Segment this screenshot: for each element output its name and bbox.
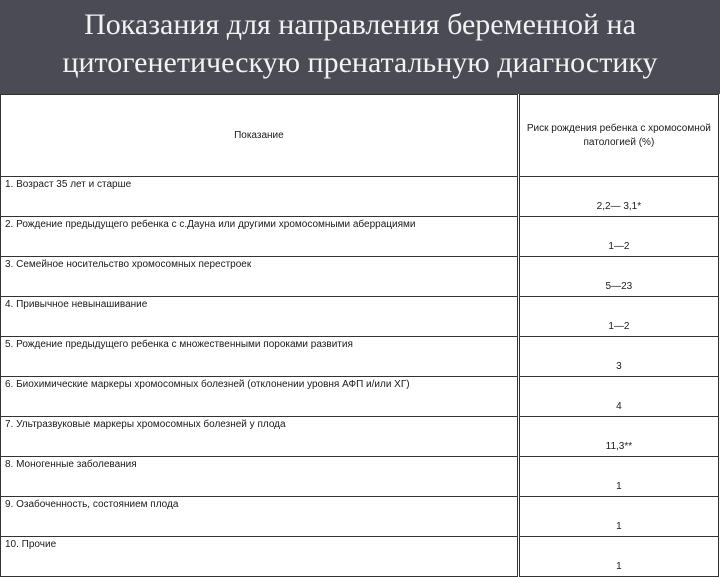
risk-cell: 4 [518,377,718,417]
risk-cell: 1—2 [518,217,718,257]
indication-cell: 6. Биохимические маркеры хромосомных болезней (отклонении уровня АФП и/или ХГ) [1,377,519,417]
risk-cell: 1 [518,537,718,577]
indication-cell: 5. Рождение предыдущего ребенка с множественными пороками развития [1,337,519,377]
table-row [1,497,719,537]
table-row [1,297,719,337]
table-header-row [1,95,719,177]
indication-cell: 10. Прочие [1,537,519,577]
page-title: Показания для направления беременной на цитогенетическую пренатальную диагностику [62,8,658,79]
table-row [1,417,719,457]
risk-cell: 5—23 [518,257,718,297]
indication-cell: 9. Озабоченность, состоянием плода [1,497,519,537]
risk-cell: 3 [518,337,718,377]
table-row [1,177,719,217]
indication-cell: 4. Привычное невынашивание [1,297,519,337]
indication-cell: 1. Возраст 35 лет и старше [1,177,519,217]
risk-cell: 11,3** [518,417,718,457]
risk-cell: 2,2— 3,1* [518,177,718,217]
table-row [1,337,719,377]
risk-cell: 1 [518,457,718,497]
indication-cell: 7. Ультразвуковые маркеры хромосомных болезней у плода [1,417,519,457]
table-row [1,457,719,497]
table-row [1,377,719,417]
table-row [1,537,719,577]
indication-cell: 2. Рождение предыдущего ребенка с с.Дауна или другими хромосомными аберрациями [1,217,519,257]
header-risk: Риск рождения ребенка с хромосомной патологией (%) [518,95,718,177]
title-banner [0,0,720,94]
indications-table [0,94,719,577]
indication-cell: 8. Моногенные заболевания [1,457,519,497]
table-row [1,217,719,257]
indication-cell: 3. Семейное носительство хромосомных перестроек [1,257,519,297]
table-row [1,257,719,297]
header-indication: Показание [1,95,519,177]
risk-cell: 1 [518,497,718,537]
risk-cell: 1—2 [518,297,718,337]
